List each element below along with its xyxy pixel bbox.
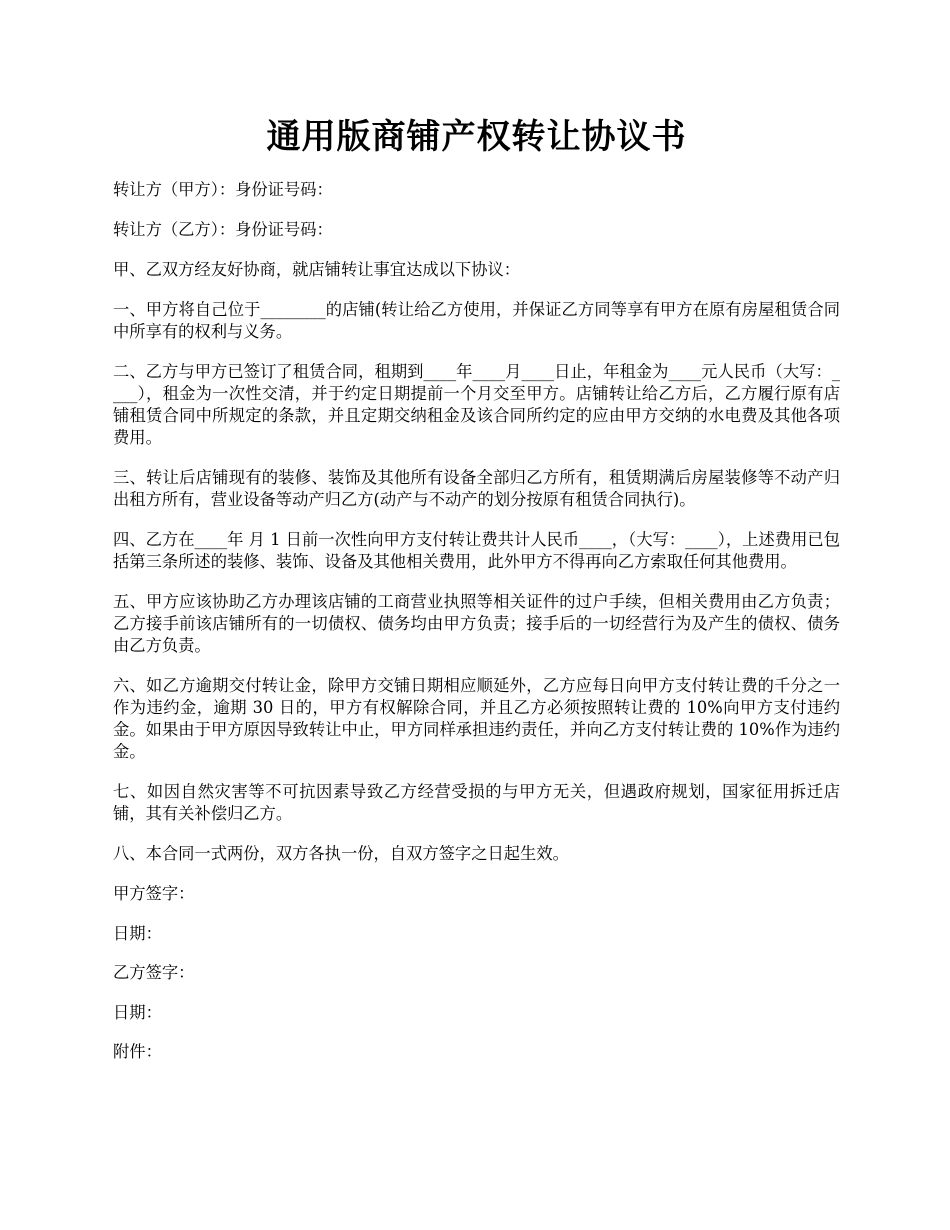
clause-2: 二、乙方与甲方已签订了租赁合同，租期到____年____月____日止，年租金为____元人民币（大写：____），租金为一次性交清，并于约定日期提前一个月交至甲方。店铺转让给乙方后，乙方履行原有店铺租赁合同中所规定的条款，并且定期交纳租金及该合同所约定的应由甲方交纳的水电费及其他各项费用。	[113, 362, 840, 447]
attachment-label: 附件：	[113, 1042, 162, 1061]
clause-6: 六、如乙方逾期交付转让金，除甲方交铺日期相应顺延外，乙方应每日向甲方支付转让费的千分之一作为违约金，逾期 30 日的，甲方有权解除合同，并且乙方必须按照转让费的 10%向甲方支付违约金。如果由于甲方原因导致转让中止，甲方同样承担违约责任，并向乙方支付转让费的 10%作为违约金。	[113, 676, 840, 761]
document-body	[113, 179, 840, 1063]
clause-8: 八、本合同一式两份，双方各执一份，自双方签字之日起生效。	[113, 844, 569, 863]
document-page	[113, 0, 840, 1081]
document-title: 通用版商铺产权转让协议书	[266, 117, 687, 157]
party-b-date-label: 日期：	[113, 1002, 162, 1022]
party-b-line: 转让方（乙方）：身份证号码：	[113, 220, 333, 239]
party-a-line: 转让方（甲方）：身份证号码：	[113, 180, 333, 199]
clause-1: 一、甲方将自己位于________的店铺(转让给乙方使用，并保证乙方同等享有甲方在原有房屋租赁合同中所享有的权利与义务。	[113, 300, 840, 341]
party-a-signature-label: 甲方签字：	[113, 884, 195, 903]
clause-7: 七、如因自然灾害等不可抗因素导致乙方经营受损的与甲方无关，但遇政府规划，国家征用拆迁店铺，其有关补偿归乙方。	[113, 782, 840, 823]
clause-3: 三、转让后店铺现有的装修、装饰及其他所有设备全部归乙方所有，租赁期满后房屋装修等不动产归出租方所有，营业设备等动产归乙方(动产与不动产的划分按原有租赁合同执行)。	[113, 468, 840, 509]
clause-4: 四、乙方在____年 月 1 日前一次性向甲方支付转让费共计人民币____，（大写：____），上述费用已包括第三条所述的装修、装饰、设备及其他相关费用，此外甲方不得再向乙方索取任何其他费用。	[113, 530, 840, 571]
clause-5: 五、甲方应该协助乙方办理该店铺的工商营业执照等相关证件的过户手续，但相关费用由乙方负责；乙方接手前该店铺所有的一切债权、债务均由甲方负责；接手后的一切经营行为及产生的债权、债务由乙方负责。	[113, 592, 840, 655]
party-a-date-label: 日期：	[113, 923, 162, 943]
party-b-signature-label: 乙方签字：	[113, 963, 195, 982]
intro-paragraph: 甲、乙双方经友好协商，就店铺转让事宜达成以下协议：	[113, 260, 521, 279]
